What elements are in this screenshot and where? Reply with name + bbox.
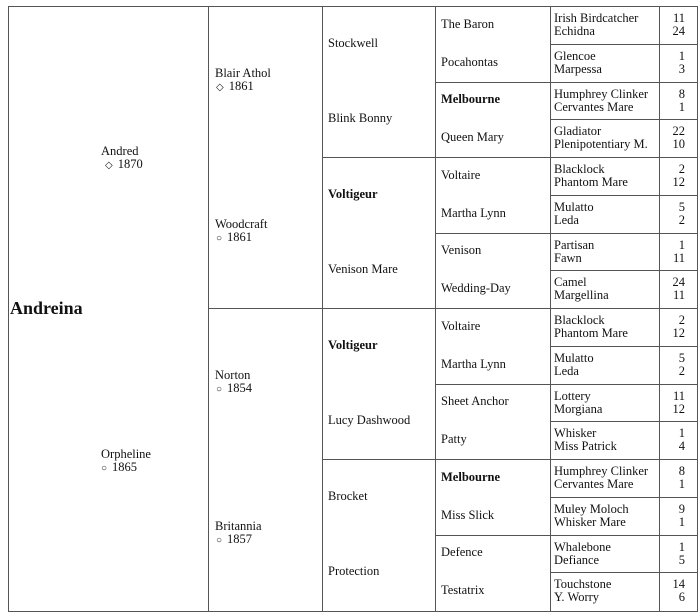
gen5-dam-family-number: 12 — [672, 401, 685, 416]
gen5-sire-family-number: 11 — [672, 11, 685, 25]
row-divider — [550, 572, 698, 573]
gen5-dam: Defiance — [554, 552, 600, 567]
gen5-dam-family-number: 6 — [678, 590, 685, 605]
column-divider — [659, 6, 660, 612]
main-horse-name: Andreina — [10, 298, 83, 318]
gen5-sire-family-number: 22 — [672, 124, 685, 139]
gen5-sire: Touchstone — [554, 577, 612, 592]
filly-circle-icon: ○ — [216, 534, 223, 546]
sire-name: Andred — [101, 144, 139, 158]
row-divider — [550, 497, 698, 498]
gen3-name: Venison Mare — [328, 262, 398, 277]
gen5-dam-family-number: 2 — [678, 363, 685, 378]
gen2-year: 1861 — [227, 229, 253, 244]
gen2-birth — [216, 80, 254, 94]
gen4-name: Martha Lynn — [441, 205, 506, 220]
gen5-dam: Echidna — [554, 24, 595, 38]
gen5-dam: Cervantes Mare — [554, 477, 634, 491]
gen5-sire: Gladiator — [554, 124, 602, 139]
gen5-dam: Margellina — [554, 288, 609, 303]
gen2-name: Woodcraft — [215, 216, 268, 231]
gen2-birth — [216, 533, 252, 547]
gen5-dam: Whisker Mare — [554, 514, 626, 529]
row-divider — [550, 157, 698, 158]
gen5-dam: Phantom Mare — [554, 326, 628, 340]
gen4-name: Venison — [441, 243, 482, 258]
gen5-sire: Blacklock — [554, 162, 605, 176]
row-divider — [550, 346, 698, 347]
gen5-dam-family-number: 3 — [678, 61, 685, 76]
gen5-dam-family-number: 2 — [678, 212, 685, 227]
column-divider — [322, 6, 323, 612]
gen5-dam: Miss Patrick — [554, 439, 617, 454]
gen5-sire: Lottery — [554, 388, 591, 403]
gen5-sire-family-number: 2 — [678, 313, 685, 327]
gen5-dam: Fawn — [554, 250, 582, 265]
gen5-sire: Whisker — [554, 426, 597, 441]
gen5-dam-family-number: 1 — [678, 514, 685, 529]
row-divider — [550, 421, 698, 422]
column-divider — [208, 6, 209, 612]
sire-year: 1870 — [117, 157, 143, 171]
gen3-name: Brocket — [328, 488, 368, 503]
gen4-name: Martha Lynn — [441, 356, 506, 371]
gen5-sire-family-number: 9 — [678, 501, 685, 516]
gen3-name: Lucy Dashwood — [328, 413, 411, 428]
row-divider — [550, 384, 698, 385]
gen2-name: Blair Athol — [215, 65, 271, 80]
gen2-year: 1857 — [227, 531, 253, 546]
row-divider — [550, 270, 698, 271]
pedigree-chart — [8, 6, 698, 612]
gen5-dam: Cervantes Mare — [554, 99, 634, 114]
gen4-name: Wedding-Day — [441, 281, 511, 296]
gen5-sire: Humphrey Clinker — [554, 86, 649, 101]
gen3-name: Stockwell — [328, 35, 378, 50]
row-divider — [550, 308, 698, 309]
gen5-dam-family-number: 4 — [678, 439, 685, 454]
gen2-name: Britannia — [215, 518, 262, 533]
gen4-name: Defence — [441, 545, 483, 560]
gen5-sire: Mulatto — [554, 199, 594, 214]
colt-diamond-icon: ◇ — [216, 81, 224, 93]
gen5-dam-family-number: 1 — [678, 477, 685, 491]
gen5-sire: Mulatto — [554, 350, 594, 365]
gen5-dam: Marpessa — [554, 61, 602, 76]
gen4-name: The Baron — [441, 16, 495, 31]
gen5-dam-family-number: 12 — [672, 175, 685, 189]
filly-circle-icon: ○ — [216, 383, 223, 395]
row-divider — [550, 44, 698, 45]
gen5-dam: Leda — [554, 363, 579, 378]
row-divider — [550, 82, 698, 83]
gen4-name: Voltaire — [441, 167, 481, 182]
gen4-name: Melbourne — [441, 92, 501, 107]
gen5-sire-family-number: 5 — [678, 350, 685, 365]
gen5-dam: Phantom Mare — [554, 175, 628, 189]
sire-birth — [105, 158, 143, 172]
gen5-sire-family-number: 1 — [678, 237, 685, 252]
gen3-name: Voltigeur — [328, 186, 378, 201]
gen2-name: Norton — [215, 367, 251, 382]
gen5-sire: Partisan — [554, 237, 595, 252]
gen3-name: Blink Bonny — [328, 111, 393, 126]
gen5-sire: Muley Moloch — [554, 501, 629, 516]
gen5-dam: Plenipotentiary M. — [554, 137, 648, 152]
column-divider — [550, 6, 551, 612]
gen5-sire: Humphrey Clinker — [554, 464, 649, 478]
gen5-dam-family-number: 11 — [672, 288, 685, 303]
gen5-sire-family-number: 1 — [678, 426, 685, 441]
gen4-name: Miss Slick — [441, 507, 495, 522]
gen5-dam-family-number: 5 — [678, 552, 685, 567]
dam-name: Orpheline — [101, 447, 151, 461]
gen5-dam-family-number: 10 — [672, 137, 685, 152]
gen5-dam: Morgiana — [554, 401, 603, 416]
gen3-name: Protection — [328, 564, 380, 579]
gen4-name: Sheet Anchor — [441, 394, 509, 409]
gen5-dam-family-number: 1 — [678, 99, 685, 114]
gen5-dam-family-number: 11 — [672, 250, 685, 265]
row-divider — [550, 535, 698, 536]
gen5-sire-family-number: 11 — [672, 388, 685, 403]
filly-circle-icon: ○ — [216, 232, 223, 244]
gen5-sire-family-number: 1 — [678, 48, 685, 63]
dam-birth — [101, 461, 137, 475]
column-divider — [435, 6, 436, 612]
gen5-dam: Leda — [554, 212, 579, 227]
gen4-name: Voltaire — [441, 318, 481, 333]
gen4-name: Queen Mary — [441, 130, 504, 145]
gen5-sire: Whalebone — [554, 539, 611, 554]
gen5-dam: Y. Worry — [554, 590, 600, 605]
gen5-sire-family-number: 24 — [672, 275, 685, 290]
row-divider — [550, 195, 698, 196]
gen5-sire: Glencoe — [554, 48, 596, 63]
gen2-birth — [216, 382, 252, 396]
gen5-dam-family-number: 24 — [672, 24, 685, 38]
dam-year: 1865 — [112, 460, 138, 474]
row-divider — [550, 459, 698, 460]
gen4-name: Testatrix — [441, 583, 485, 598]
row-divider — [550, 233, 698, 234]
gen5-sire-family-number: 2 — [678, 162, 685, 176]
gen3-name: Voltigeur — [328, 337, 378, 352]
gen5-dam-family-number: 12 — [672, 326, 685, 340]
colt-diamond-icon: ◇ — [105, 160, 113, 171]
gen5-sire-family-number: 8 — [678, 86, 685, 101]
gen5-sire: Irish Birdcatcher — [554, 11, 639, 25]
gen5-sire-family-number: 5 — [678, 199, 685, 214]
gen2-year: 1854 — [227, 380, 253, 395]
gen4-name: Patty — [441, 432, 467, 447]
gen4-name: Pocahontas — [441, 54, 498, 69]
gen5-sire: Blacklock — [554, 313, 605, 327]
gen2-birth — [216, 231, 252, 245]
row-divider — [550, 119, 698, 120]
filly-circle-icon: ○ — [101, 463, 108, 474]
gen5-sire-family-number: 1 — [678, 539, 685, 554]
gen5-sire-family-number: 14 — [672, 577, 685, 592]
gen4-name: Melbourne — [441, 469, 501, 484]
gen5-sire: Camel — [554, 275, 587, 290]
gen2-year: 1861 — [228, 78, 254, 93]
gen5-sire-family-number: 8 — [678, 464, 685, 478]
